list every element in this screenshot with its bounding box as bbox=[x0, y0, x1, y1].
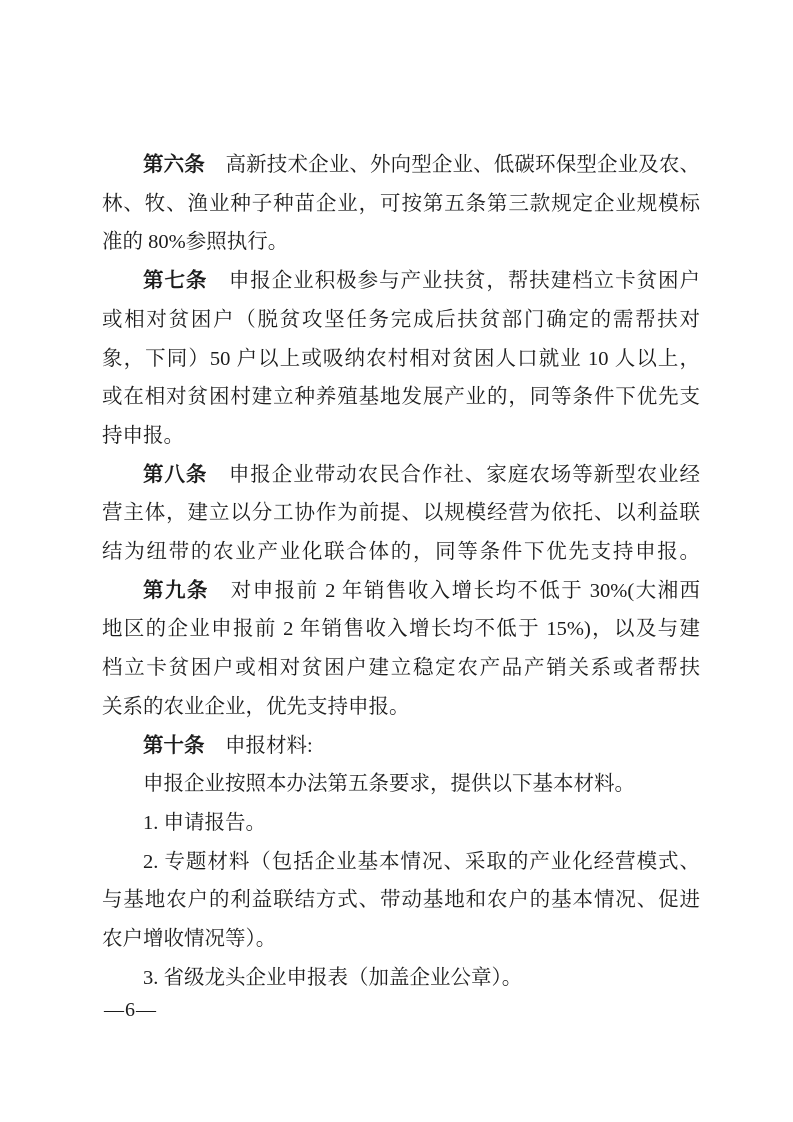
text-line-content: 象，下同）50 户以上或吸纳农村相对贫困人口就业 10 人以上， bbox=[102, 347, 700, 370]
text-line bbox=[102, 610, 700, 649]
text-line-content: 与基地农户的利益联结方式、带动基地和农户的基本情况、促进 bbox=[102, 889, 700, 912]
text-line bbox=[102, 959, 700, 998]
text-line bbox=[102, 494, 700, 533]
text-line bbox=[102, 417, 700, 456]
text-line-content: 林、牧、渔业种子种苗企业，可按第五条第三款规定企业规模标 bbox=[102, 192, 700, 215]
paragraph bbox=[102, 456, 700, 572]
article-number-label: 第六条 bbox=[143, 154, 205, 176]
text-line-content: 申报企业积极参与产业扶贫，帮扶建档立卡贫困户 bbox=[227, 270, 701, 293]
text-line-content: 持申报。 bbox=[102, 424, 184, 447]
text-line bbox=[102, 649, 700, 688]
text-line bbox=[102, 340, 700, 379]
page-number: —6— bbox=[104, 999, 157, 1021]
text-line-content: 或在相对贫困村建立种养殖基地发展产业的，同等条件下优先支 bbox=[102, 386, 700, 409]
text-line-content: 1. 申请报告。 bbox=[143, 811, 266, 834]
text-line bbox=[102, 765, 700, 804]
text-line bbox=[102, 301, 700, 340]
text-line bbox=[102, 223, 700, 262]
article-number-label: 第七条 bbox=[143, 270, 208, 293]
paragraph bbox=[102, 572, 700, 727]
text-line bbox=[102, 185, 700, 224]
paragraph bbox=[102, 765, 700, 804]
text-line-content: 农户增收情况等）。 bbox=[102, 928, 277, 951]
text-line bbox=[102, 572, 700, 611]
text-line-content: 准的 80%参照执行。 bbox=[102, 231, 289, 254]
text-line bbox=[102, 262, 700, 301]
text-line-content: 申报材料: bbox=[225, 734, 313, 757]
text-line bbox=[102, 456, 700, 495]
article-number-label: 第十条 bbox=[143, 734, 205, 757]
paragraph bbox=[102, 843, 700, 959]
paragraph bbox=[102, 727, 700, 766]
paragraph bbox=[102, 804, 700, 843]
text-line-content: 营主体，建立以分工协作为前提、以规模经营为依托、以利益联 bbox=[102, 502, 700, 525]
text-line-content: 申报企业带动农民合作社、家庭农场等新型农业经 bbox=[227, 463, 701, 486]
text-line-content: 2. 专题材料（包括企业基本情况、采取的产业化经营模式、 bbox=[143, 850, 700, 873]
text-line-content: 或相对贫困户（脱贫攻坚任务完成后扶贫部门确定的需帮扶对 bbox=[102, 308, 700, 331]
paragraph bbox=[102, 146, 700, 262]
text-line bbox=[102, 727, 700, 766]
text-line-content: 档立卡贫困户或相对贫困户建立稳定农产品产销关系或者帮扶 bbox=[102, 657, 700, 680]
text-line-content: 高新技术企业、外向型企业、低碳环保型企业及农、 bbox=[225, 154, 701, 176]
text-line bbox=[102, 881, 700, 920]
text-line-content: 对申报前 2 年销售收入增长均不低于 30%(大湘西 bbox=[229, 579, 701, 602]
text-line bbox=[102, 920, 700, 959]
text-line-content: 结为纽带的农业产业化联合体的，同等条件下优先支持申报。 bbox=[102, 541, 700, 564]
text-line-content: 地区的企业申报前 2 年销售收入增长均不低于 15%)，以及与建 bbox=[102, 618, 700, 641]
document-body bbox=[102, 146, 700, 997]
text-line bbox=[102, 378, 700, 417]
text-line-content: 申报企业按照本办法第五条要求，提供以下基本材料。 bbox=[143, 773, 635, 796]
text-line bbox=[102, 688, 700, 727]
text-line bbox=[102, 804, 700, 843]
article-number-label: 第八条 bbox=[143, 463, 208, 486]
text-line bbox=[102, 146, 700, 185]
article-number-label: 第九条 bbox=[143, 579, 209, 602]
text-line bbox=[102, 533, 700, 572]
text-line-content: 关系的农业企业，优先支持申报。 bbox=[102, 695, 410, 718]
text-line-content: 3. 省级龙头企业申报表（加盖企业公章）。 bbox=[143, 966, 523, 989]
paragraph bbox=[102, 262, 700, 456]
text-line bbox=[102, 843, 700, 882]
paragraph bbox=[102, 959, 700, 998]
